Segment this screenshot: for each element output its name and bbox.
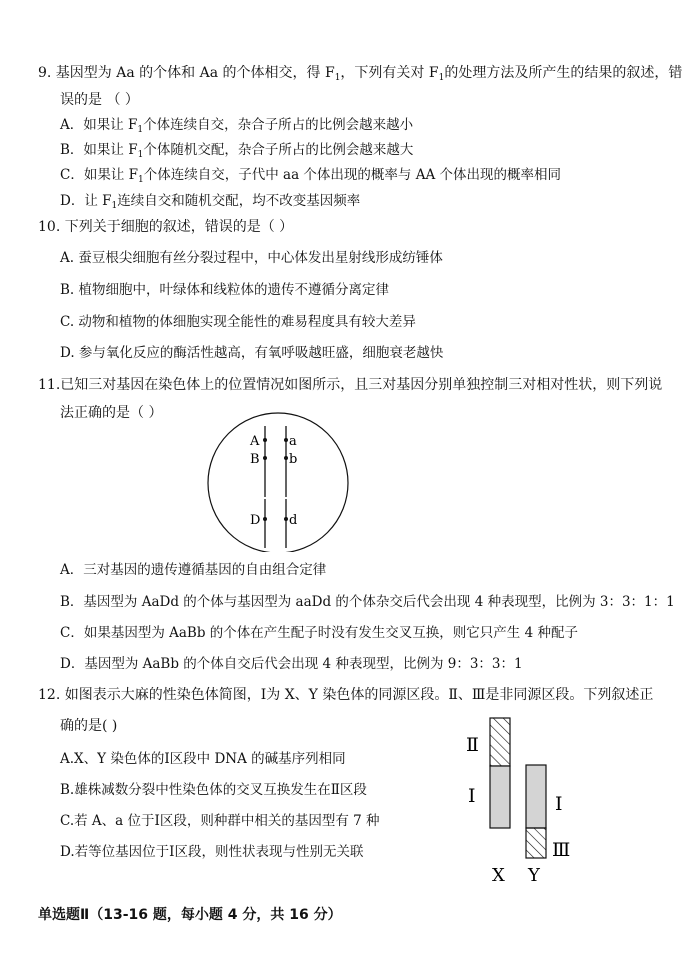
q12-option-b: B.雄株减数分裂中性染色体的交叉互换发生在Ⅱ区段: [60, 782, 367, 798]
subscript: 1: [138, 175, 144, 185]
label-region-I-right: Ⅰ: [555, 793, 563, 815]
locus-dot: [284, 456, 288, 460]
q11-stem-line1: 11.已知三对基因在染色体上的位置情况如图所示，且三对基因分别单独控制三对相对性状，则下列说: [38, 377, 663, 393]
q11-option-d: D．基因型为 AaBb 的个体自交后代会出现 4 种表现型，比例为 9：3：3：1: [60, 656, 523, 672]
locus-dot: [284, 517, 288, 521]
option-text: D．让 F: [60, 193, 112, 209]
section-title: 单选题Ⅱ（13-16 题，每小题 4 分，共 16 分）: [38, 907, 342, 923]
label-region-I-left: Ⅰ: [468, 785, 476, 807]
q10-option-b: B. 植物细胞中，叶绿体和线粒体的遗传不遵循分离定律: [60, 282, 390, 298]
q9-option-c: [60, 166, 561, 189]
subscript: 1: [111, 201, 118, 211]
q10-option-c: C. 动物和植物的体细胞实现全能性的难易程度具有较大差异: [60, 314, 416, 330]
q9-stem-line2: 误的是 （ ）: [60, 92, 139, 108]
option-text: B．如果让 F: [60, 142, 138, 158]
cell-circle: [208, 413, 348, 552]
q11-option-c: C．如果基因型为 AaBb 的个体在产生配子时没有发生交叉互换，则它只产生 4 种配子: [60, 625, 578, 641]
q11-stem-line2: 法正确的是（ ）: [60, 405, 163, 421]
label-region-III: Ⅲ: [552, 839, 571, 861]
subscript: 1: [137, 125, 144, 135]
q9-stem-part: ，下列有关对 F: [340, 65, 439, 81]
subscript: 1: [334, 73, 341, 83]
gene-label-b: b: [289, 452, 298, 467]
option-text: 个体连续自交，子代中 aa 个体出现的概率与 AA 个体出现的概率相同: [143, 167, 561, 183]
subscript: 1: [438, 73, 445, 83]
q10-option-d: D. 参与氧化反应的酶活性越高，有氧呼吸越旺盛，细胞衰老越快: [60, 345, 444, 361]
label-region-II: Ⅱ: [466, 734, 479, 756]
q10-option-a: A. 蚕豆根尖细胞有丝分裂过程中，中心体发出星射线形成纺锤体: [60, 250, 443, 266]
q9-stem: [38, 64, 682, 87]
y-region-I: [526, 765, 546, 828]
locus-dot: [263, 517, 267, 521]
gene-label-B: B: [250, 452, 260, 467]
subscript: 1: [137, 150, 144, 160]
locus-dot: [263, 438, 267, 442]
gene-label-d: d: [289, 513, 298, 528]
label-x-chromosome: X: [492, 865, 505, 886]
q12-option-d: D.若等位基因位于Ⅰ区段，则性状表现与性别无关联: [60, 844, 364, 860]
locus-dot: [263, 456, 267, 460]
q9-stem-part: 的处理方法及所产生的结果的叙述，错: [444, 65, 683, 81]
gene-label-a: a: [289, 434, 297, 449]
sex-chromosome-diagram: [455, 710, 585, 890]
option-text: C．如果让 F: [60, 167, 138, 183]
q12-stem-line1: 12. 如图表示大麻的性染色体简图，Ⅰ为 X、Y 染色体的同源区段。Ⅱ、Ⅲ是非同源区段。下列叙述正: [38, 687, 654, 703]
chromosome-gene-diagram: [203, 412, 355, 552]
q12-option-c: C.若 A、a 位于Ⅰ区段，则种群中相关的基因型有 7 种: [60, 813, 380, 829]
q9-option-d: [60, 192, 360, 215]
q10-stem: 10. 下列关于细胞的叙述，错误的是（ ）: [38, 219, 294, 235]
q12-stem-line2: 确的是( ): [60, 718, 118, 734]
x-region-II: [490, 718, 510, 766]
x-region-I: [490, 766, 510, 828]
y-region-III: [526, 828, 546, 858]
option-text: 连续自交和随机交配，均不改变基因频率: [117, 193, 361, 209]
q11-option-b: B．基因型为 AaDd 的个体与基因型为 aaDd 的个体杂交后代会出现 4 种表现型，比例为 3：3：1：1: [60, 594, 675, 610]
option-text: 个体连续自交，杂合子所占的比例会越来越小: [143, 117, 414, 133]
locus-dot: [284, 438, 288, 442]
label-y-chromosome: Y: [528, 865, 540, 886]
q9-option-b: [60, 141, 413, 164]
gene-label-A: A: [250, 434, 260, 449]
gene-label-D: D: [250, 513, 261, 528]
q12-option-a: A.X、Y 染色体的Ⅰ区段中 DNA 的碱基序列相同: [60, 751, 346, 767]
option-text: 个体随机交配，杂合子所占的比例会越来越大: [143, 142, 414, 158]
option-text: A．如果让 F: [60, 117, 138, 133]
q9-option-a: [60, 116, 413, 139]
q9-stem-part: 9. 基因型为 Aa 的个体和 Aa 的个体相交，得 F: [38, 65, 335, 81]
q11-option-a: A．三对基因的遗传遵循基因的自由组合定律: [60, 562, 327, 578]
